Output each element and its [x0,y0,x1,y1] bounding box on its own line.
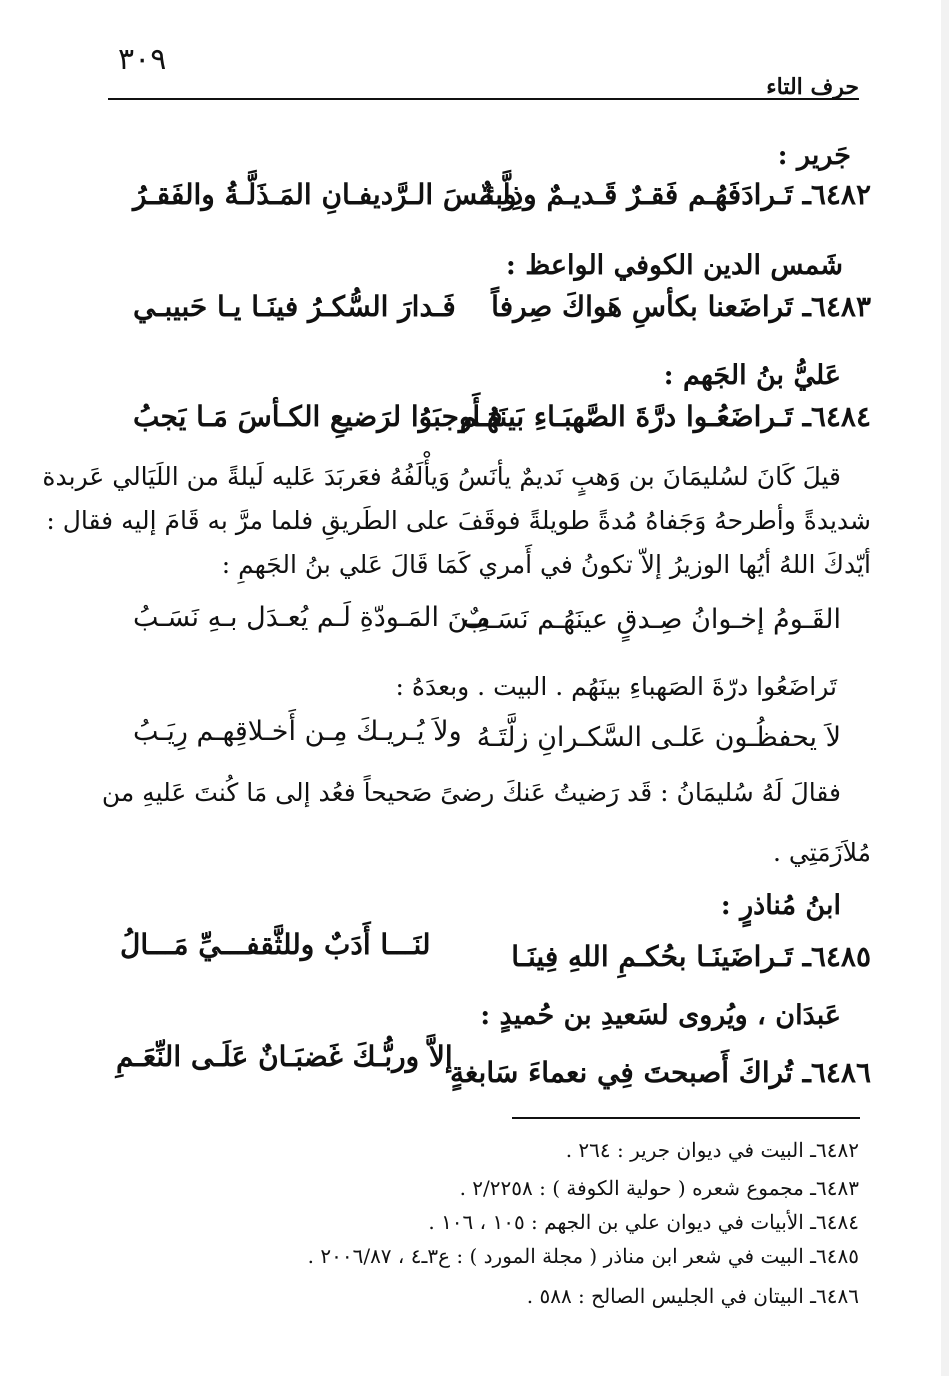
running-title: حرف التاء [766,74,859,100]
footnote: ٦٤٨٦ـ البيتان في الجليس الصالح : ٥٨٨ . [526,1284,859,1308]
poet-name: عَبدَان ، ويُروى لسَعيدِ بن حُميدٍ : [480,1000,841,1031]
page-number: ٣٠٩ [118,42,167,77]
quoted-verse-first: لاَ يحفظُـون عَلـى السَّكـرانِ زلَّتَـهُ [476,722,841,753]
footnote: ٦٤٨٣ـ مجموع شعره ( حولية الكوفة ) : ٢/٢٢٥٨ . [459,1176,859,1200]
verse-first-hemistich: ٦٤٨٤ـ تَـراضَعُـوا درَّةَ الصَّهبَـاءِ بَينَهُـم [459,400,871,433]
footnote: ٦٤٨٥ـ البيت في شعر ابن مناذر ( مجلة المورد ) : ع٣ـ٤ ، ٢٠٠٦/٨٧ . [307,1244,859,1268]
verse-second-hemistich: فـأَوجبَوُا لرَضيعِ الكـأسَ مَـا يَجبُ [133,400,503,433]
prose-line: مُلاَزَمَتِي . [772,838,871,867]
footnote: ٦٤٨٢ـ البيت في ديوان جرير : ٢٦٤ . [565,1138,859,1162]
header-divider [108,98,859,100]
poet-name: ابنُ مُناذرٍ : [720,890,841,921]
poet-name: جَرير : [777,140,851,171]
verse-first-hemistich: ٦٤٨٣ـ تَراضَعنا بكأسِ هَواكَ صِرفاً [491,290,871,323]
prose-line: شديدةً وأطرحهُ وَجَفاهُ مُدةً طويلةً فوقَفَ على الطَريقِ فلما مرَّ به قَامَ إليه فقال : [46,506,871,535]
footnote-divider [512,1117,860,1119]
page-edge [941,0,949,1376]
poet-name: عَليُّ بنُ الجَهم : [663,360,841,391]
quoted-verse-second: ولاَ يُـريـكَ مِـن أَخـلاقِهـم رِيَـبُ [133,716,462,747]
footnote: ٦٤٨٤ـ الأبيات في ديوان علي بن الجهم : ١٠٥ ، ١٠٦ . [428,1210,859,1234]
verse-first-hemistich: ٦٤٨٥ـ تَـراضَينَـا بحُكـمِ اللهِ فِينَـا [511,940,871,973]
prose-line: تَراضَعُوا درّةَ الصَهباءِ بينَهُم . البيت . وبعدَهُ : [395,672,837,701]
verse-second-hemistich: وبئـسَ الـرَّديفـانِ المَـذَلَّـةُ والفَقـرُ [133,178,517,211]
verse-second-hemistich: فَـدارَ السُّكـرُ فينَـا يـا حَبيبـي [133,290,456,323]
poet-name: شَمس الدين الكوفي الواعظ : [505,250,843,281]
verse-first-hemistich: ٦٤٨٢ـ تَـرادَفَهُـم فَقـرٌ قَـديـمٌ وذِلَّـةٌ [478,178,871,211]
prose-line: أيّدكَ اللهُ أيُها الوزيرُ إلاّ تكونُ في أَمري كَمَا قَالَ عَلي بنُ الجَهمِ : [221,550,871,579]
quoted-verse-first: القَـومُ إخـوانُ صِـدقٍ عينَهُـم نَسَـبٌ [462,604,841,635]
prose-line: قيلَ كَانَ لسُليمَانَ بن وَهبٍ نَديمٌ يأنَسُ وَيأْلَفُهُ فعَربَدَ عَليه لَيلةً من اللَيَالي عَربدة [42,462,841,491]
quoted-verse-second: مِـنَ المَـودّةِ لَـم يُعـدَل بـهِ نَسَـبُ [133,602,491,633]
verse-second-hemistich: إلاَّ وربُّـكَ غَضبَـانٌ عَلَـى النِّعَـمِ [116,1040,453,1073]
verse-second-hemistich: لنَـــا أَدَبٌ وللثَّقفـــيِّ مَـــالُ [120,928,431,961]
verse-first-hemistich: ٦٤٨٦ـ تُراكَ أَصبحتَ فِي نعماءَ سَابغةٍ [450,1056,871,1089]
prose-line: فقالَ لَهُ سُليمَانُ : قَد رَضيتُ عَنكَ رضىً صَحيحاً فعُد إلى مَا كُنتَ عَليهِ من [101,778,841,807]
